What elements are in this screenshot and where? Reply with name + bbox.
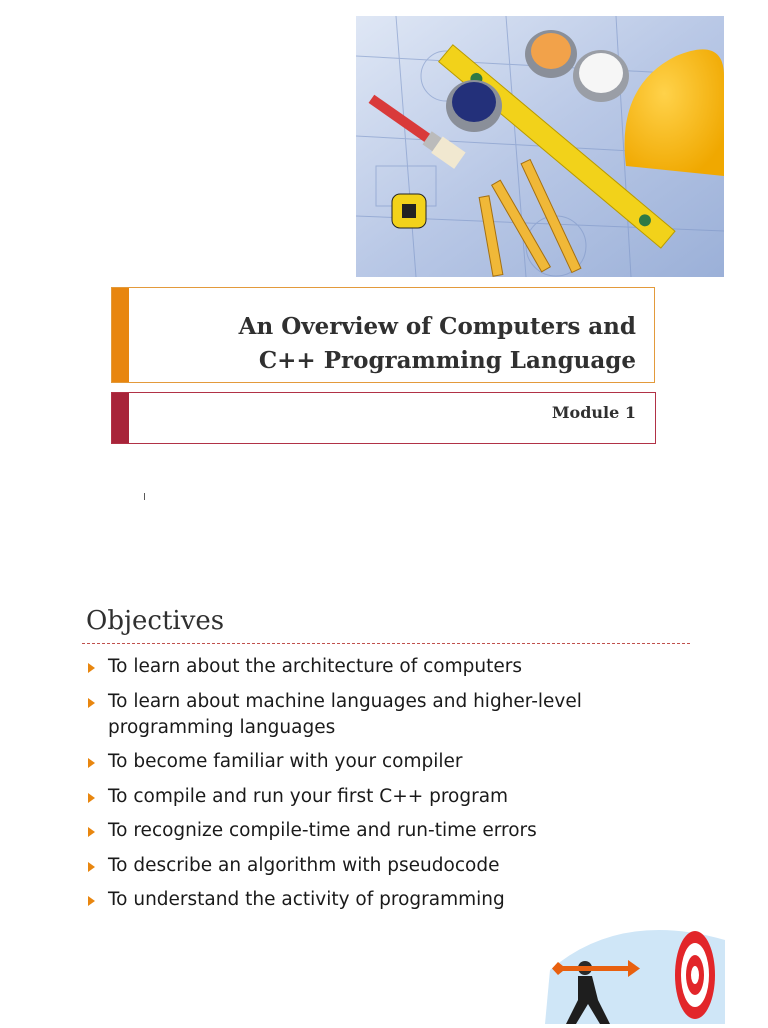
slide-number: I [143, 492, 146, 503]
list-item-text: To describe an algorithm with pseudocode [108, 854, 500, 876]
list-item-text: To become familiar with your compiler [108, 751, 463, 772]
list-item-text: To learn about the architecture of computers [108, 656, 522, 677]
objectives-heading: Objectives [86, 606, 225, 636]
heading-divider [82, 643, 690, 644]
header-photo [356, 16, 724, 277]
list-item [88, 853, 608, 879]
slide-title-line-2: C++ Programming Language [258, 347, 636, 374]
archer-target-icon [540, 920, 730, 1024]
slide-title [239, 310, 636, 378]
list-item [88, 689, 608, 741]
list-item [88, 654, 608, 680]
list-item-text: To compile and run your first C++ program [108, 785, 509, 807]
list-item [88, 749, 608, 775]
list-item-text: To understand the activity of programming [108, 889, 505, 910]
module-accent-bar [112, 393, 129, 443]
objectives-list [88, 654, 608, 922]
list-item [88, 818, 608, 844]
list-item [88, 887, 608, 913]
triangle-bullet-icon [88, 793, 95, 803]
triangle-bullet-icon [88, 698, 95, 708]
module-box [111, 392, 656, 444]
triangle-bullet-icon [88, 896, 95, 906]
archer-target-clipart [540, 920, 730, 1024]
slide-title-line-1: An Overview of Computers and [238, 313, 636, 340]
triangle-bullet-icon [88, 862, 95, 872]
title-accent-bar [112, 288, 129, 382]
blueprint-tools-image [356, 16, 724, 277]
triangle-bullet-icon [88, 827, 95, 837]
list-item [88, 784, 608, 810]
list-item-text: To learn about machine languages and higher-level programming languages [108, 690, 582, 738]
module-label: Module 1 [551, 403, 636, 422]
triangle-bullet-icon [88, 758, 95, 768]
triangle-bullet-icon [88, 663, 95, 673]
list-item-text: To recognize compile-time and run-time errors [108, 820, 537, 841]
title-box [111, 287, 655, 383]
